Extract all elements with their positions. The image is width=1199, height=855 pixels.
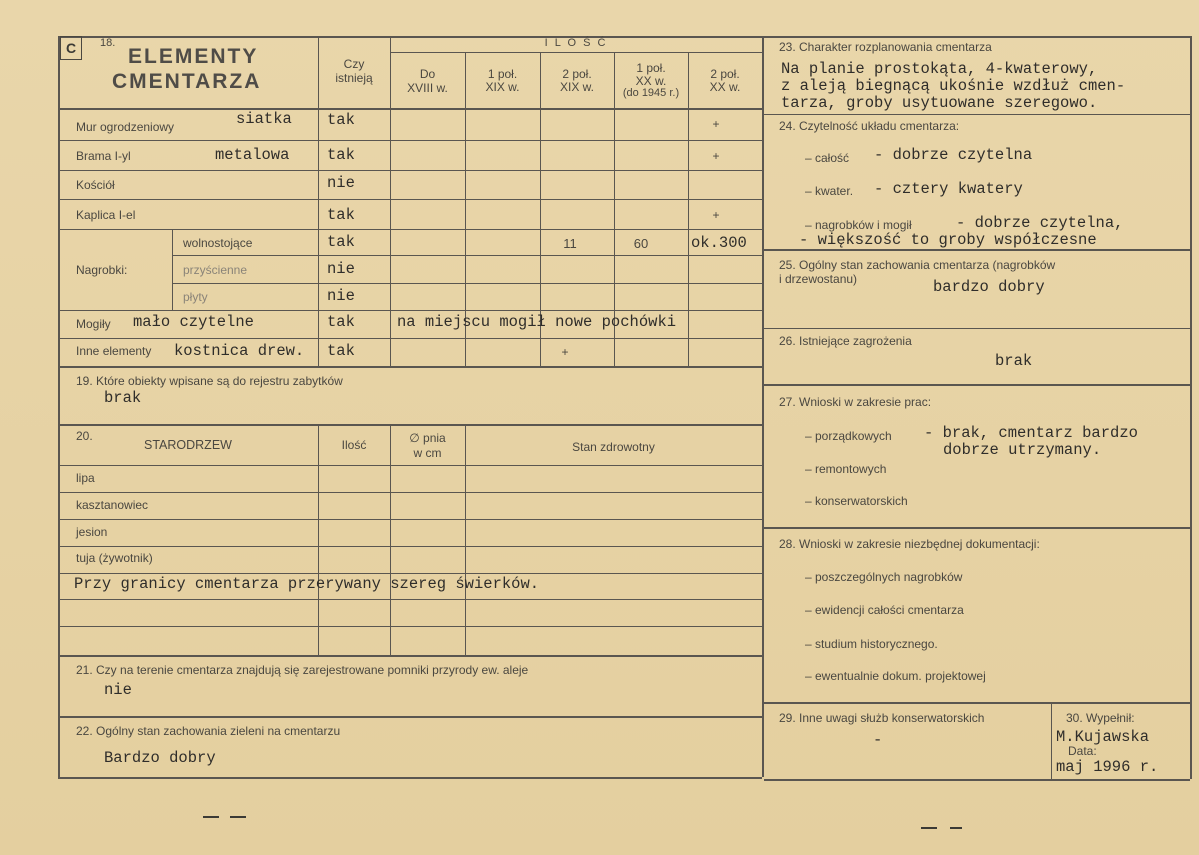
section-18-number: 18. <box>100 37 116 49</box>
section-20-title: STARODRZEW <box>144 438 232 452</box>
section-23-label: 23. Charakter rozplanowania cmentarza <box>779 40 992 54</box>
section-28-item-4: – ewentualnie dokum. projektowej <box>805 669 986 683</box>
section-20-quantity-header: Ilość <box>341 438 367 452</box>
row-gate-exists: tak <box>327 146 355 164</box>
row-other-period3: + <box>561 345 569 359</box>
section-23-line3: tarza, groby usytuowane szeregowo. <box>781 94 1098 112</box>
section-30-date-label: Data: <box>1068 744 1097 758</box>
section-24-label: 24. Czytelność układu cmentarza: <box>779 119 960 133</box>
row-graves-comment: na miejscu mogił nowe pochówki <box>397 313 677 331</box>
row-church-exists: nie <box>327 174 355 192</box>
row-slabs-exists: nie <box>327 287 355 305</box>
section-28-item-1: – poszczególnych nagrobków <box>805 570 963 584</box>
row-other-exists: tak <box>327 342 355 360</box>
section-26-label: 26. Istniejące zagrożenia <box>779 334 912 348</box>
row-graves-exists: tak <box>327 313 355 331</box>
period-3-line1: 2 poł. <box>562 67 592 81</box>
exists-header-line2: istnieją <box>335 71 373 85</box>
row-wall-label: Mur ogrodzeniowy <box>76 120 175 134</box>
tree-row-linden: lipa <box>76 471 95 485</box>
bottom-mark <box>203 816 219 818</box>
row-other-label: Inne elementy <box>76 344 152 358</box>
row-chapel-label: Kaplica I-el <box>76 208 136 222</box>
section-21-value: nie <box>104 681 132 699</box>
row-church-label: Kościół <box>76 178 115 192</box>
period-1-line1: Do <box>419 67 436 81</box>
period-2-line2: XIX w. <box>485 80 520 94</box>
section-25-label-line2: i drzewostanu) <box>779 272 858 286</box>
section-20-number: 20. <box>76 429 93 443</box>
period-5-line1: 2 poł. <box>710 67 740 81</box>
row-freestanding-period4: 60 <box>633 236 649 251</box>
section-19-label: 19. Które obiekty wpisane są do rejestru zabytków <box>76 374 343 388</box>
row-wall-exists: tak <box>327 111 355 129</box>
section-20-trunk-header-line2: w cm <box>413 446 442 460</box>
row-slabs-label: płyty <box>183 290 208 304</box>
row-wall-note: siatka <box>236 110 292 128</box>
row-freestanding-label: wolnostojące <box>183 236 253 250</box>
section-24-tombs-label: – nagrobków i mogił <box>805 218 912 232</box>
row-freestanding-period5: ok.300 <box>691 234 747 252</box>
section-24-quarters-value: - cztery kwatery <box>874 180 1023 198</box>
section-24-tombs-value-2: - większość to groby współczesne <box>799 231 1097 249</box>
row-other-note: kostnica drew. <box>174 342 305 360</box>
bottom-mark <box>921 827 937 829</box>
section-18-title-line2: CMENTARZA <box>112 70 262 93</box>
period-4-line2: XX w. <box>635 74 667 88</box>
row-graves-note: mało czytelne <box>133 313 254 331</box>
section-28-label: 28. Wnioski w zakresie niezbędnej dokumentacji: <box>779 537 1040 551</box>
section-20-health-header: Stan zdrowotny <box>572 440 655 454</box>
row-tombstones-label: Nagrobki: <box>76 263 128 277</box>
bottom-mark <box>230 816 246 818</box>
period-1-line2: XVIII w. <box>407 81 448 95</box>
section-29-label: 29. Inne uwagi służb konserwatorskich <box>779 711 985 725</box>
section-24-whole-label: – całość <box>805 151 850 165</box>
period-3-line2: XIX w. <box>559 80 594 94</box>
row-chapel-period5: + <box>712 208 720 222</box>
section-30-label: 30. Wypełnił: <box>1066 711 1135 725</box>
section-27-label: 27. Wnioski w zakresie prac: <box>779 395 932 409</box>
section-27-renovation-label: – remontowych <box>805 462 887 476</box>
period-4-line1: 1 poł. <box>636 61 666 75</box>
period-5-line2: XX w. <box>709 80 741 94</box>
section-21-label: 21. Czy na terenie cmentarza znajdują się zarejestrowane pomniki przyrody ew. aleje <box>76 663 529 677</box>
section-22-label: 22. Ogólny stan zachowania zieleni na cmentarzu <box>76 724 341 738</box>
row-wall-period5: + <box>712 117 720 131</box>
section-20-trunk-header-line1: ∅ pnia <box>409 431 446 445</box>
section-26-value: brak <box>995 352 1033 370</box>
section-27-conservation-label: – konserwatorskich <box>805 494 908 508</box>
tree-row-ash: jesion <box>76 525 108 539</box>
section-24-whole-value: - dobrze czytelna <box>874 146 1033 164</box>
section-25-label-line1: 25. Ogólny stan zachowania cmentarza (nagrobków <box>779 258 1056 272</box>
row-graves-label: Mogiły <box>76 317 111 331</box>
form-letter-stamp: C <box>60 36 82 60</box>
period-2-line1: 1 poł. <box>487 67 518 81</box>
section-27-value-line1: - brak, cmentarz bardzo <box>924 424 1138 442</box>
section-30-date: maj 1996 r. <box>1056 758 1159 776</box>
row-freestanding-period3: 11 <box>563 236 577 251</box>
tree-row-thuja: tuja (żywotnik) <box>76 551 153 565</box>
row-chapel-exists: tak <box>327 206 355 224</box>
section-19-value: brak <box>104 389 142 407</box>
section-22-value: Bardzo dobry <box>104 749 216 767</box>
exists-header-line1: Czy <box>343 57 365 71</box>
row-gate-label: Brama I-yl <box>76 149 131 163</box>
section-28-item-2: – ewidencji całości cmentarza <box>805 603 964 617</box>
section-24-tombs-value: - dobrze czytelna, <box>956 214 1124 232</box>
section-27-value-line2: dobrze utrzymany. <box>943 441 1102 459</box>
section-23-line1: Na planie prostokąta, 4-kwaterowy, <box>781 60 1098 78</box>
section-18-title-line1: ELEMENTY <box>128 45 259 68</box>
row-wall-mounted-label: przyścienne <box>183 263 248 277</box>
section-24-quarters-label: – kwater. <box>805 184 854 198</box>
row-freestanding-exists: tak <box>327 233 355 251</box>
section-30-name: M.Kujawska <box>1056 728 1150 746</box>
period-4-line3: (do 1945 r.) <box>622 87 680 99</box>
row-gate-note: metalowa <box>215 146 290 164</box>
section-28-item-3: – studium historycznego. <box>805 637 938 651</box>
tree-row-chestnut: kasztanowiec <box>76 498 149 512</box>
row-gate-period5: + <box>712 149 720 163</box>
bottom-mark <box>950 827 962 829</box>
section-20-note: Przy granicy cmentarza przerywany szereg świerków. <box>74 575 540 593</box>
row-wall-mounted-exists: nie <box>327 260 355 278</box>
section-29-value: - <box>873 731 883 749</box>
section-25-value: bardzo dobry <box>933 278 1045 296</box>
quantity-header: I L O Ś Ć <box>544 37 608 49</box>
section-27-cleanup-label: – porządkowych <box>805 429 892 443</box>
section-23-line2: z aleją biegnącą ukośnie wzdłuż cmen- <box>781 77 1126 95</box>
